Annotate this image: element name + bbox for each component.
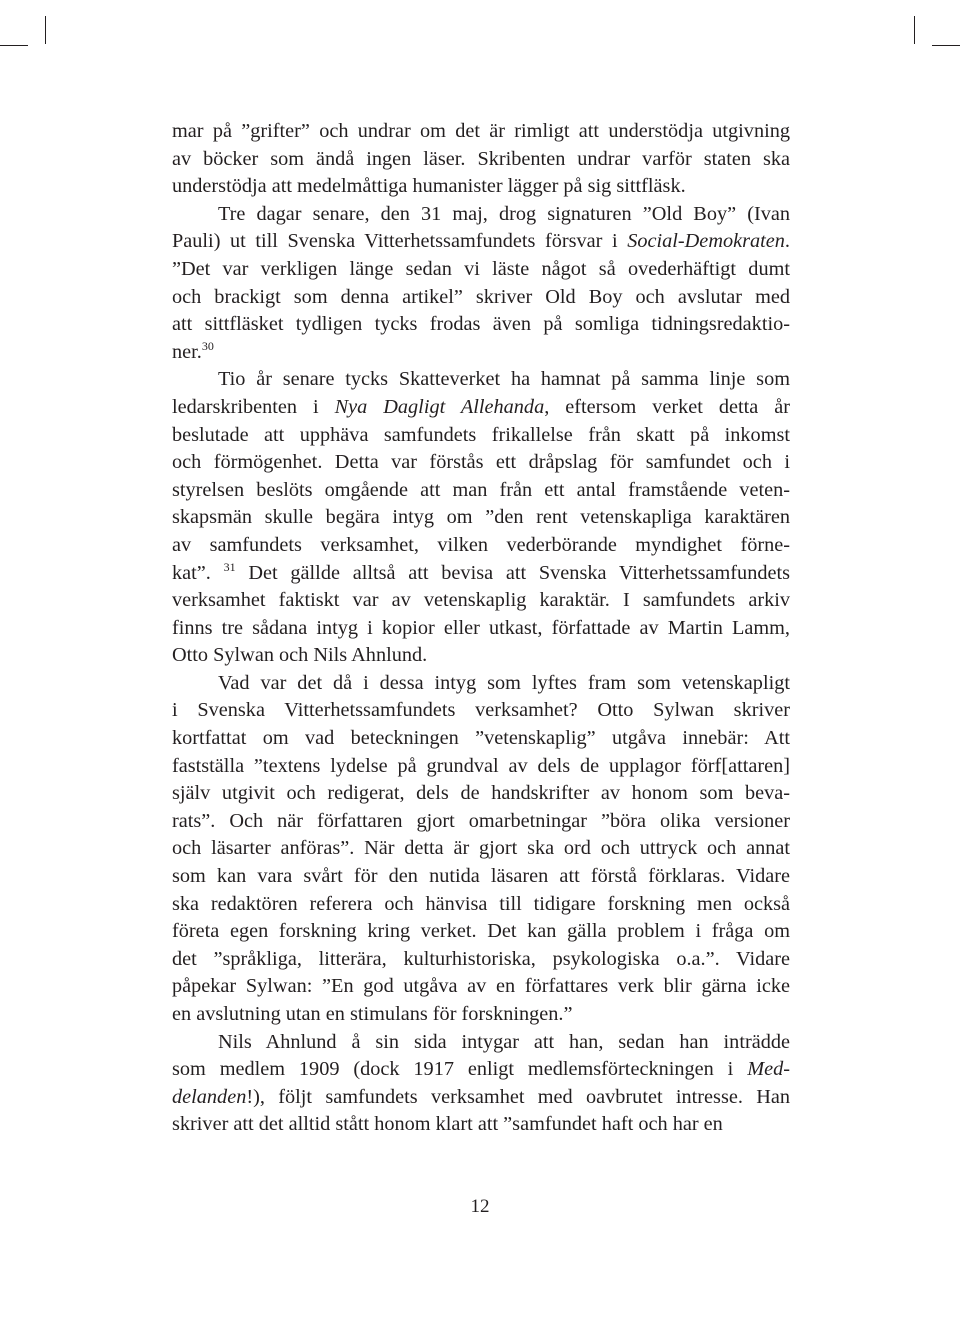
- text-run: som kan vara svårt för den nutida läsaren att förstå förklaras. Vidare: [172, 865, 790, 888]
- text-line: [172, 863, 790, 891]
- text-line: [172, 201, 790, 229]
- text-line: [172, 366, 790, 394]
- text-line: [172, 891, 790, 919]
- text-line: [172, 311, 790, 339]
- footnote-reference: 31: [223, 559, 236, 574]
- text-line: [172, 449, 790, 477]
- text-line: [172, 477, 790, 505]
- italic-title: Nya Dagligt Allehanda: [334, 395, 545, 418]
- text-line: [172, 642, 790, 670]
- text-run: !), följt samfundets verksamhet med oavbrutet intresse. Han: [246, 1085, 790, 1108]
- text-line: [172, 946, 790, 974]
- crop-mark-top-left-vertical: [45, 16, 46, 44]
- text-line: [172, 560, 790, 588]
- text-run: ska redaktören referera och hänvisa till tidigare forskning men också: [172, 892, 790, 915]
- text-run: Otto Sylwan och Nils Ahnlund.: [172, 644, 428, 667]
- text-line: [172, 808, 790, 836]
- text-line: [172, 587, 790, 615]
- italic-title: delanden: [172, 1085, 247, 1108]
- text-run: i Svenska Vitterhetssamfundets verksamhet? Otto Sylwan skriver: [172, 699, 790, 722]
- text-line: [172, 1029, 790, 1057]
- text-line: [172, 780, 790, 808]
- text-line: [172, 753, 790, 781]
- text-run: , eftersom verket detta år: [544, 395, 791, 418]
- text-run: kortfattat om vad beteckningen ”vetenskaplig” utgåva innebär: Att: [172, 727, 790, 750]
- text-line: [172, 1001, 790, 1029]
- text-run: finns tre sådana intyg i kopior eller utkast, författade av Martin Lamm,: [172, 616, 790, 639]
- text-line: [172, 918, 790, 946]
- text-run: själv utgivit och redigerat, dels de handskrifter av honom som beva-: [172, 782, 790, 805]
- text-line: [172, 532, 790, 560]
- text-line: [172, 173, 790, 201]
- text-run: Tre dagar senare, den 31 maj, drog signaturen ”Old Boy” (Ivan: [218, 202, 790, 225]
- text-line: [172, 697, 790, 725]
- text-line: [172, 615, 790, 643]
- text-run: och läsarter anföras”. När detta är gjort ska ord och uttryck och annat: [172, 837, 790, 860]
- text-run: fastställa ”textens lydelse på grundval av dels de upplagor förf[attaren]: [172, 754, 790, 777]
- text-run: påpekar Sylwan: ”En god utgåva av en författares verk blir gärna icke: [172, 975, 790, 998]
- italic-title: Social-Demokraten: [627, 230, 785, 253]
- text-run: av samfundets verksamhet, vilken vederbörande myndighet förne-: [172, 533, 790, 556]
- text-run: och förmögenhet. Detta var förstås ett dråpslag för samfundet och i: [172, 451, 790, 474]
- body-text: [172, 118, 790, 1139]
- text-run: att sittfläsket tydligen tycks frodas även på somliga tidningsredaktio-: [172, 313, 790, 336]
- text-run: skriver att det alltid stått honom klart att ”samfundet haft och har en: [172, 1113, 723, 1136]
- text-run: Vad var det då i dessa intyg som lyftes fram som vetenskapligt: [218, 671, 790, 694]
- text-run: av böcker som ändå ingen läser. Skribenten undrar varför staten ska: [172, 147, 790, 170]
- text-line: [172, 504, 790, 532]
- text-line: [172, 118, 790, 146]
- text-run: Nils Ahnlund å sin sida intygar att han, sedan han inträdde: [218, 1030, 790, 1053]
- page-number: 12: [470, 1196, 490, 1217]
- paragraph: [172, 670, 790, 1029]
- text-run: det ”språkliga, litterära, kulturhistoriska, psykologiska o.a.”. Vidare: [172, 947, 790, 970]
- text-run: rats”. Och när författaren gjort omarbetningar ”böra olika versioner: [172, 809, 790, 832]
- text-run: understödja att medelmåttiga humanister lägger på sig sittfläsk.: [172, 175, 686, 198]
- text-line: [172, 394, 790, 422]
- paragraph: [172, 366, 790, 670]
- text-run: och brackigt som denna artikel” skriver Old Boy och avslutar med: [172, 285, 790, 308]
- text-line: [172, 725, 790, 753]
- text-run: en avslutning utan en stimulans för forskningen.”: [172, 1003, 573, 1025]
- text-line: [172, 670, 790, 698]
- text-line: [172, 1056, 790, 1084]
- crop-mark-top-right-vertical: [914, 16, 915, 44]
- text-line: [172, 228, 790, 256]
- text-run: Tio år senare tycks Skatteverket ha hamnat på samma linje som: [218, 368, 790, 391]
- paragraph: [172, 1029, 790, 1139]
- text-run: ner.: [172, 340, 202, 363]
- paragraph: [172, 201, 790, 367]
- footnote-reference: 30: [201, 338, 214, 353]
- text-run: beslutade att upphäva samfundets frikallelse från skatt på inkomst: [172, 423, 790, 446]
- text-run: .: [784, 230, 790, 253]
- text-run: som medlem 1909 (dock 1917 enligt medlemsförteckningen i: [172, 1058, 748, 1081]
- text-run: mar på ”grifter” och undrar om det är rimligt att understödja utgivning: [172, 120, 790, 142]
- text-line: [172, 973, 790, 1001]
- text-run: ”Det var verkligen länge sedan vi läste något så ovederhäftigt dumt: [172, 257, 790, 280]
- text-line: [172, 835, 790, 863]
- text-line: [172, 284, 790, 312]
- crop-mark-top-right-horizontal: [932, 45, 960, 46]
- text-line: [172, 1084, 790, 1112]
- text-line: [172, 146, 790, 174]
- crop-mark-top-left-horizontal: [0, 45, 28, 46]
- text-run: verksamhet faktiskt var av vetenskaplig karaktär. I samfundets arkiv: [172, 589, 790, 612]
- text-run: skapsmän skulle begära intyg om ”den rent vetenskapliga karaktären: [172, 506, 790, 529]
- text-run: Det gällde alltså att bevisa att Svenska Vitterhetssamfundets: [235, 561, 791, 584]
- text-line: [172, 422, 790, 450]
- text-line: [172, 256, 790, 284]
- text-run: ledarskribenten i: [172, 395, 335, 418]
- italic-title: Med-: [747, 1058, 790, 1081]
- text-line: [172, 1111, 790, 1139]
- paragraph: [172, 118, 790, 201]
- text-run: företa egen forskning kring verket. Det kan gälla problem i fråga om: [172, 920, 790, 943]
- text-run: styrelsen beslöts omgående att man från ett antal framstående veten-: [172, 478, 790, 501]
- text-line: [172, 339, 790, 367]
- text-run: Pauli) ut till Svenska Vitterhetssamfundets försvar i: [172, 230, 628, 253]
- text-run: kat”.: [172, 561, 224, 584]
